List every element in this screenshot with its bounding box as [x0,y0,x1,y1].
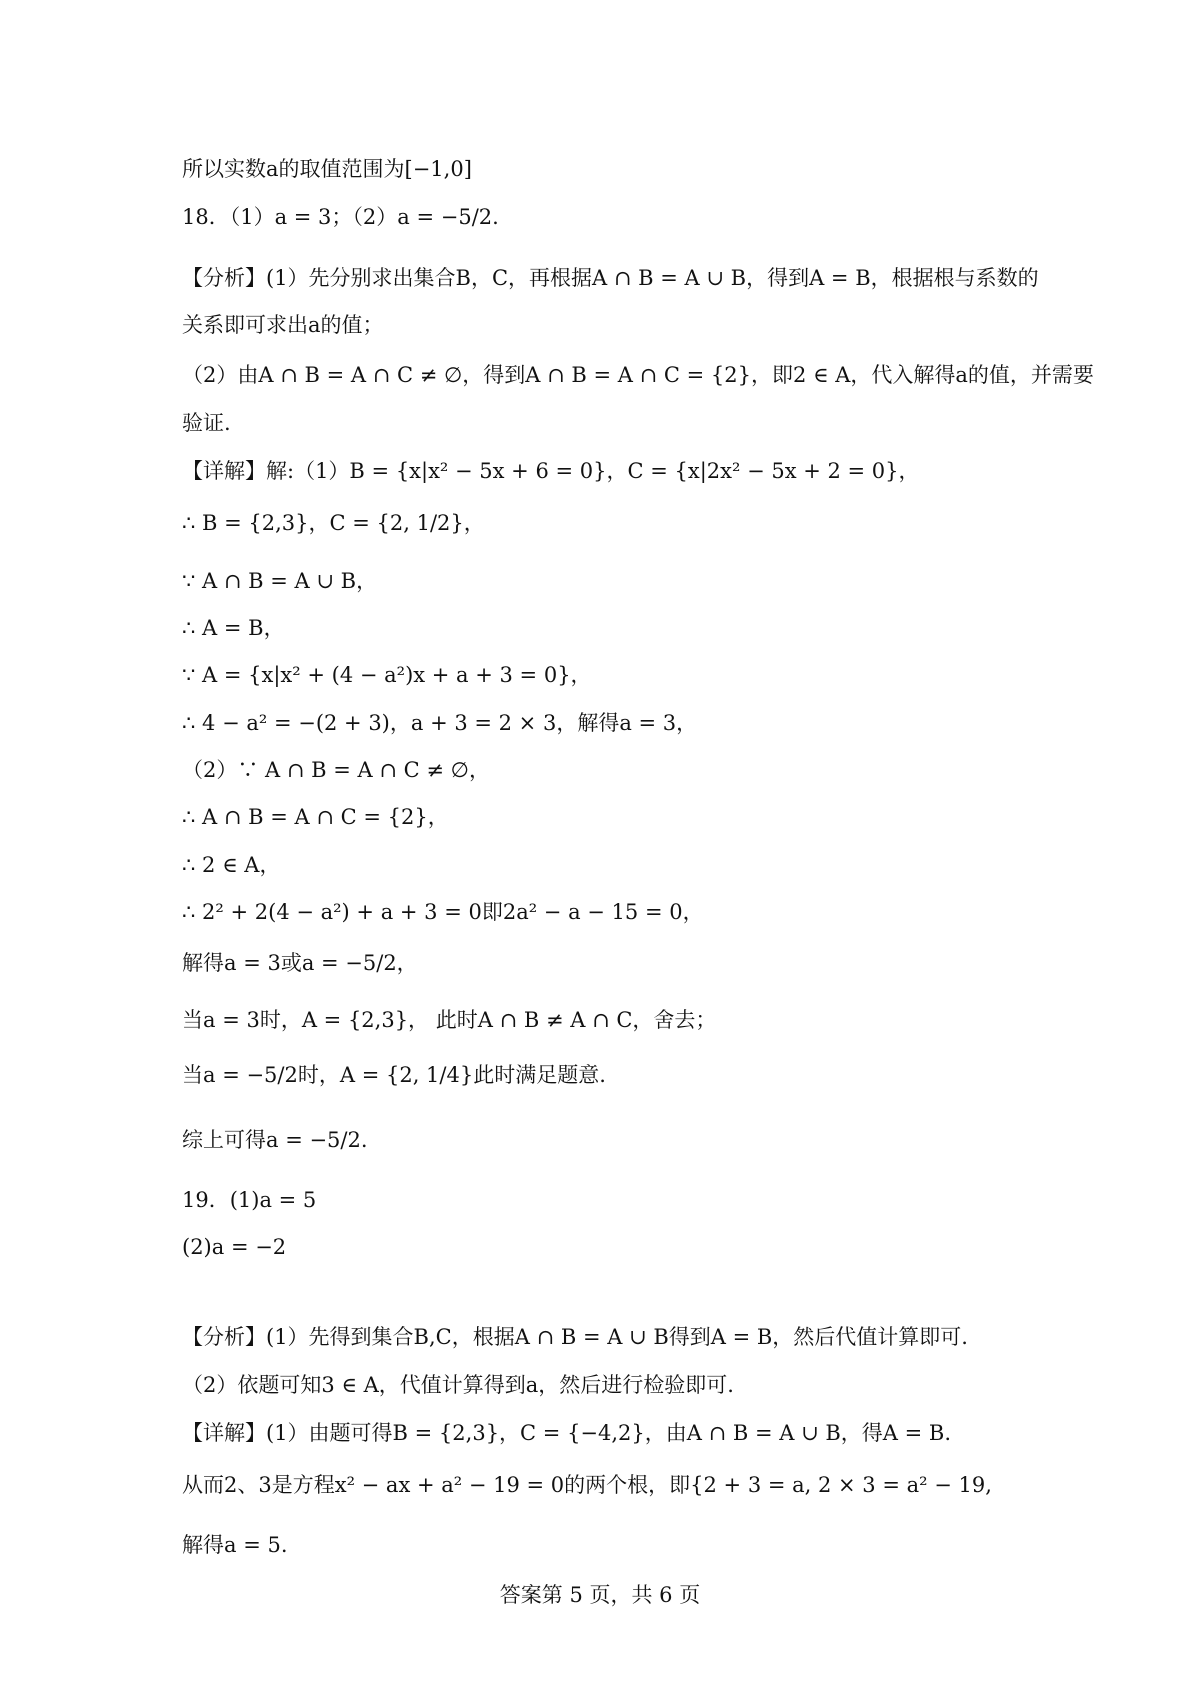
text-line: 所以实数a的取值范围为[−1,0] [182,157,472,181]
text-line: 18．（1）a = 3；（2）a = −5/2. [182,205,499,229]
text-line: 解得a = 3或a = −5/2， [182,951,418,975]
text-line: 【详解】(1）由题可得B = {2,3}，C = {−4,2}，由A ∩ B = A ∪ B，得A = B. [182,1421,952,1445]
text-line: ∴ 4 − a² = −(2 + 3)，a + 3 = 2 × 3，解得a = 3， [182,711,698,735]
page-footer: 答案第 5 页，共 6 页 [499,1583,701,1607]
text-line: 【详解】解:（1）B = {x|x² − 5x + 6 = 0}，C = {x|2x² − 5x + 2 = 0}， [182,459,920,483]
text-line: ∴ 2 ∈ A， [182,853,281,877]
text-line: 当a = 3时，A = {2,3}， 此时A ∩ B ≠ A ∩ C，舍去； [182,1008,717,1032]
text-line: ∴ B = {2,3}，C = {2, 1/2}， [182,511,485,535]
text-line: 关系即可求出a的值； [182,313,384,337]
text-line: 当a = −5/2时，A = {2, 1/4}此时满足题意. [182,1063,606,1087]
text-line: ∵ A ∩ B = A ∪ B， [182,569,378,593]
text-line: 【分析】(1）先得到集合B,C，根据A ∩ B = A ∪ B得到A = B，然后代值计算即可. [182,1325,968,1349]
text-line: 19．(1)a = 5 [182,1188,317,1212]
text-line: 【分析】(1）先分别求出集合B，C，再根据A ∩ B = A ∪ B，得到A = B，根据根与系数的 [182,266,1039,290]
text-line: ∵ A = {x|x² + (4 − a²)x + a + 3 = 0}， [182,663,592,687]
text-line: （2）由A ∩ B = A ∩ C ≠ ∅，得到A ∩ B = A ∩ C = {2}，即2 ∈ A，代入解得a的值，并需要 [182,363,1094,387]
text-line: ∴ 2² + 2(4 − a²) + a + 3 = 0即2a² − a − 15 = 0， [182,900,704,924]
text-line: 综上可得a = −5/2. [182,1128,368,1152]
text-line: ∴ A = B， [182,616,285,640]
text-line: ∴ A ∩ B = A ∩ C = {2}， [182,805,449,829]
text-line: （2）依题可知3 ∈ A，代值计算得到a，然后进行检验即可. [182,1373,734,1397]
text-line: (2)a = −2 [182,1235,287,1259]
text-line: 验证. [182,411,231,435]
text-line: 解得a = 5. [182,1533,288,1557]
text-line: 从而2、3是方程x² − ax + a² − 19 = 0的两个根，即{2 + 3 = a, 2 × 3 = a² − 19, [182,1473,992,1497]
text-line: （2）∵ A ∩ B = A ∩ C ≠ ∅， [182,758,490,782]
